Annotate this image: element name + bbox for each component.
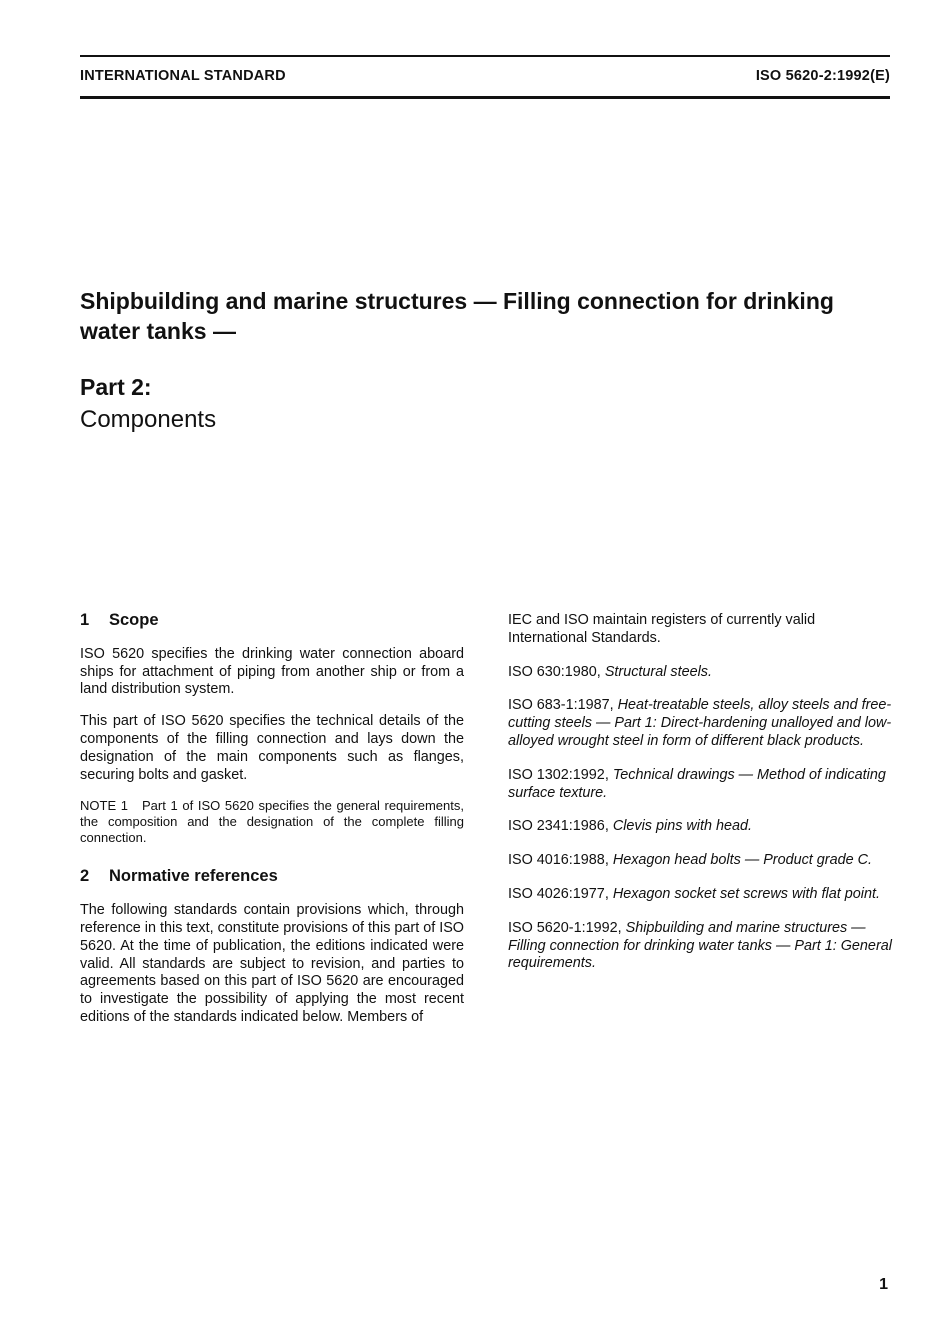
- reference-item: [508, 664, 892, 682]
- scope-paragraph-2: This part of ISO 5620 specifies the technical details of the components of the filling connection and lays down the designation of the main components such as flanges, securing bolts and gasket.: [80, 713, 464, 783]
- references-paragraph: The following standards contain provisions which, through reference in this text, constitute provisions of this part of ISO 5620. At the time of publication, the editions indicated were valid. All standards are subject to revision, and parties to agreements based on this part of ISO 5620 are encouraged to investigate the possibility of applying the most recent editions of the standards indicated below. Members of: [80, 902, 464, 1025]
- left-column: [80, 612, 464, 1041]
- reference-code: ISO 630:1980,: [508, 663, 601, 680]
- reference-code: ISO 1302:1992,: [508, 766, 609, 783]
- reference-item: [508, 697, 892, 750]
- reference-item: [508, 852, 892, 870]
- reference-title: Clevis pins with head.: [612, 818, 752, 835]
- reference-code: ISO 4016:1988,: [508, 852, 609, 869]
- reference-title: Hexagon socket set screws with flat point.: [612, 885, 880, 902]
- reference-code: ISO 4026:1977,: [508, 885, 609, 902]
- section-2-heading: [80, 868, 464, 886]
- note-label: NOTE 1: [80, 798, 128, 814]
- reference-code: ISO 2341:1986,: [508, 818, 609, 835]
- reference-item: [508, 920, 892, 973]
- document-type-label: INTERNATIONAL STANDARD: [80, 68, 286, 84]
- header-bottom-rule: [80, 96, 890, 99]
- scope-paragraph-1: ISO 5620 specifies the drinking water connection aboard ships for attachment of piping from another ship or from a land distribution system.: [80, 645, 464, 698]
- note-text: Part 1 of ISO 5620 specifies the general requirements, the composition and the designation of the complete filling connection.: [80, 798, 464, 846]
- section-1-heading: [80, 612, 464, 630]
- reference-item: [508, 886, 892, 904]
- right-column: [508, 612, 892, 989]
- reference-title: Technical drawings — Method of indicating surface texture.: [508, 766, 886, 801]
- reference-title: Structural steels.: [604, 663, 712, 680]
- reference-title: Shipbuilding and marine structures — Filling connection for drinking water tanks — Part 1: General requirements.: [508, 919, 892, 972]
- note-1: [80, 798, 464, 846]
- reference-title: Hexagon head bolts — Product grade C.: [612, 852, 872, 869]
- part-name: Components: [80, 406, 217, 433]
- part-label: Part 2:: [80, 374, 152, 400]
- reference-code: ISO 5620-1:1992,: [508, 919, 622, 936]
- document-title: Shipbuilding and marine structures — Filling connection for drinking water tanks —: [80, 288, 834, 344]
- reference-item: [508, 818, 892, 836]
- section-number: 1: [80, 611, 90, 629]
- references-paragraph-continued: IEC and ISO maintain registers of currently valid International Standards.: [508, 612, 816, 646]
- header-top-rule: [80, 55, 890, 57]
- standard-number: ISO 5620-2:1992(E): [755, 68, 890, 84]
- reference-item: [508, 767, 892, 803]
- reference-code: ISO 683-1:1987,: [508, 697, 614, 714]
- section-title: Scope: [109, 611, 159, 629]
- section-number: 2: [80, 867, 90, 886]
- page-number: 1: [879, 1276, 888, 1293]
- section-title: Normative references: [109, 867, 278, 886]
- reference-title: Heat-treatable steels, alloy steels and free-cutting steels — Part 1: Direct-hardening unalloyed and low-alloyed wrought steel in form of different black products.: [508, 697, 892, 749]
